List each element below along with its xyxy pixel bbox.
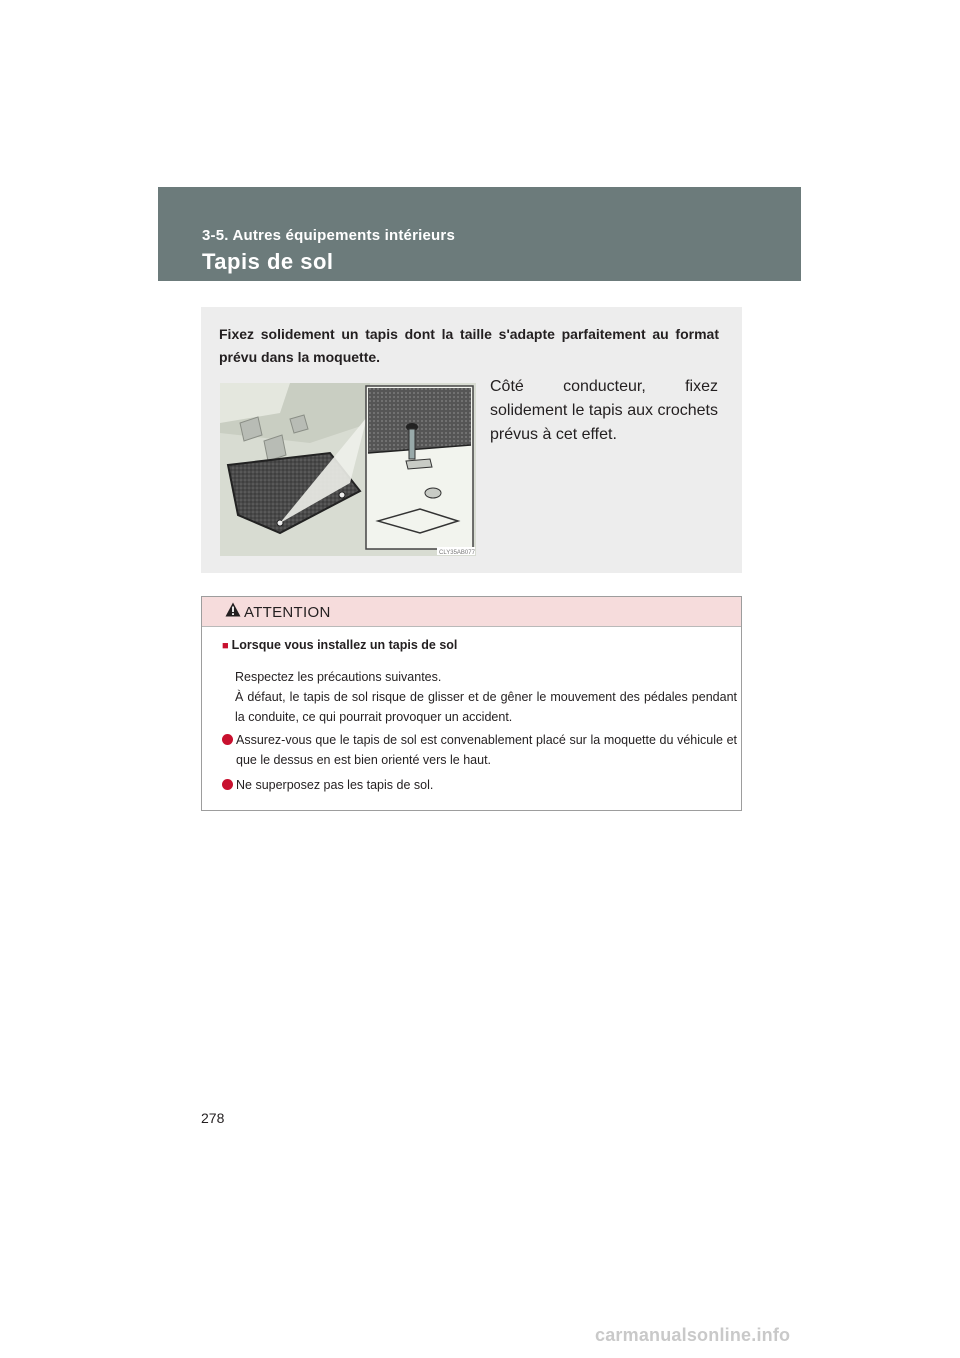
image-code: CLY35AB077 bbox=[439, 550, 475, 556]
side-instruction: Côté conducteur, fixez solidement le tapis aux crochets prévus à cet effet. bbox=[490, 378, 718, 443]
warning-paragraph-line2: À défaut, le tapis de sol risque de glisser et de gêner le mouvement des pédales pendant la conduite, ce qui pourrait provoquer un accident. bbox=[235, 690, 737, 724]
red-dot-icon bbox=[222, 734, 233, 745]
warning-bullet bbox=[222, 730, 737, 770]
warning-bullet-text: Assurez-vous que le tapis de sol est convenablement placé sur la moquette du véhicule et que le dessus en est bien orienté vers le haut. bbox=[236, 733, 737, 767]
warning-subhead-text: Lorsque vous installez un tapis de sol bbox=[231, 638, 458, 652]
page-title: Tapis de sol bbox=[202, 249, 334, 274]
warning-paragraph-line1: Respectez les précautions suivantes. bbox=[235, 670, 442, 684]
floor-mat-illustration bbox=[220, 383, 476, 556]
warning-paragraph bbox=[235, 667, 737, 727]
red-dot-icon bbox=[222, 779, 233, 790]
watermark: carmanualsonline.info bbox=[595, 1325, 791, 1345]
info-box bbox=[201, 307, 742, 573]
warning-box bbox=[201, 596, 742, 811]
floor-mat-drawing bbox=[220, 383, 476, 556]
section-label: 3-5. Autres équipements intérieurs bbox=[202, 227, 455, 244]
page-number: 278 bbox=[201, 1110, 225, 1126]
square-bullet-icon: ■ bbox=[222, 640, 229, 652]
warning-subhead bbox=[222, 638, 457, 652]
warning-bullet bbox=[222, 775, 737, 795]
warning-triangle-icon bbox=[225, 602, 241, 617]
warning-bullet-text: Ne superposez pas les tapis de sol. bbox=[236, 778, 434, 792]
warning-header bbox=[202, 597, 741, 627]
intro-text: Fixez solidement un tapis dont la taille s'adapte parfaitement au format prévu dans la moquette. bbox=[219, 326, 719, 365]
chapter-header bbox=[158, 187, 801, 281]
warning-title: ATTENTION bbox=[244, 604, 331, 621]
